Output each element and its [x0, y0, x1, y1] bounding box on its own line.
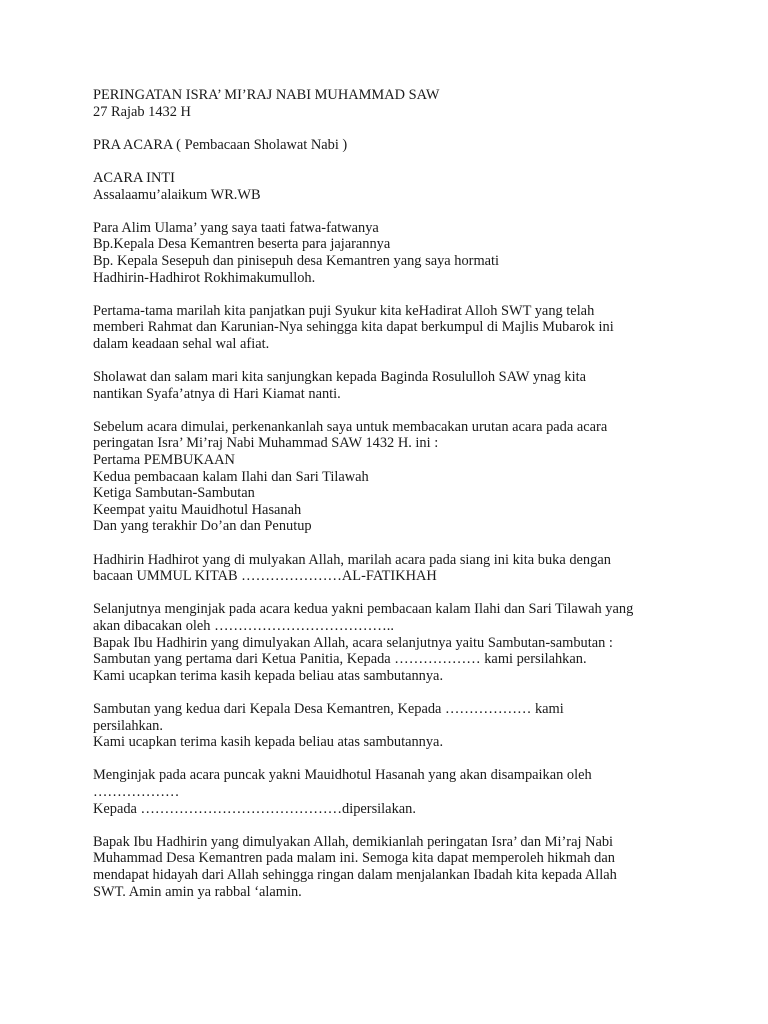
text-line: Bapak Ibu Hadhirin yang dimulyakan Allah, demikianlah peringatan Isra’ dan Mi’raj Nabi	[93, 833, 614, 850]
text-line: Bp. Kepala Sesepuh dan pinisepuh desa Kemantren yang saya hormati	[93, 252, 500, 269]
text-line: PRA ACARA ( Pembacaan Sholawat Nabi )	[93, 136, 348, 153]
paragraph-tilawah	[93, 601, 723, 684]
text-line: akan dibacakan oleh ………………………………..	[93, 618, 394, 634]
paragraph-mauidhoh	[93, 767, 723, 817]
paragraph-ummul-kitab	[93, 552, 723, 585]
text-line: Para Alim Ulama’ yang saya taati fatwa-fatwanya	[93, 219, 379, 236]
text-line: Muhammad Desa Kemantren pada malam ini. Semoga kita dapat memperoleh hikmah dan	[93, 850, 615, 867]
text-line: Bapak Ibu Hadhirin yang dimulyakan Allah, acara selanjutnya yaitu Sambutan-sambutan :	[93, 634, 613, 651]
text-line: Selanjutnya menginjak pada acara kedua yakni pembacaan kalam Ilahi dan Sari Tilawah yang	[93, 601, 634, 618]
text-line: Kepada ……………………………………dipersilakan.	[93, 800, 416, 817]
text-line: Hadhirin Hadhirot yang di mulyakan Allah, marilah acara pada siang ini kita buka dengan	[93, 551, 611, 568]
paragraph-acara-inti	[93, 170, 723, 203]
text-line: 27 Rajab 1432 H	[93, 103, 191, 120]
text-line: memberi Rahmat dan Karunian-Nya sehingga kita dapat berkumpul di Majlis Mubarok ini	[93, 319, 614, 336]
text-line: Pertama PEMBUKAAN	[93, 452, 235, 469]
text-line: Dan yang terakhir Do’an dan Penutup	[93, 518, 312, 535]
text-line: Pertama-tama marilah kita panjatkan puji Syukur kita keHadirat Alloh SWT yang telah	[93, 302, 595, 319]
paragraph-greetings	[93, 220, 723, 286]
text-line: peringatan Isra’ Mi’raj Nabi Muhammad SAW 1432 H. ini :	[93, 435, 439, 452]
text-line: Sebelum acara dimulai, perkenankanlah saya untuk membacakan urutan acara pada acara	[93, 418, 608, 435]
text-line: Kedua pembacaan kalam Ilahi dan Sari Tilawah	[93, 468, 369, 485]
text-line: ………………	[93, 783, 180, 800]
text-line: Sambutan yang pertama dari Ketua Panitia, Kepada ……………… kami persilahkan.	[93, 651, 587, 668]
text-line: Kami ucapkan terima kasih kepada beliau atas sambutannya.	[93, 734, 444, 751]
text-line: PERINGATAN ISRA’ MI’RAJ NABI MUHAMMAD SAW	[93, 87, 440, 103]
text-line: Hadhirin-Hadhirot Rokhimakumulloh.	[93, 269, 316, 286]
text-line: Sambutan yang kedua dari Kepala Desa Kemantren, Kepada ……………… kami	[93, 700, 564, 717]
paragraph-sholawat	[93, 369, 723, 402]
text-line: SWT. Amin amin ya rabbal ‘alamin.	[93, 883, 302, 900]
text-line: Kami ucapkan terima kasih kepada beliau atas sambutannya.	[93, 667, 444, 684]
text-line: Ketiga Sambutan-Sambutan	[93, 485, 255, 502]
paragraph-opening-praise	[93, 303, 723, 353]
text-line: Bp.Kepala Desa Kemantren beserta para jajarannya	[93, 236, 391, 253]
text-line: Assalaamu’alaikum WR.WB	[93, 186, 261, 203]
text-line: nantikan Syafa’atnya di Hari Kiamat nanti.	[93, 385, 341, 402]
text-line: dalam keadaan sehal wal afiat.	[93, 335, 270, 352]
text-line: Menginjak pada acara puncak yakni Mauidhotul Hasanah yang akan disampaikan oleh	[93, 767, 592, 784]
text-line: ACARA INTI	[93, 169, 175, 186]
text-line: persilahkan.	[93, 717, 163, 734]
document-page	[93, 87, 723, 917]
paragraph-title	[93, 87, 723, 120]
paragraph-sambutan-kedua	[93, 701, 723, 751]
text-line: mendapat hidayah dari Allah sehingga ringan dalam menjalankan Ibadah kita kepada Allah	[93, 866, 617, 883]
text-line: Sholawat dan salam mari kita sanjungkan kepada Baginda Rosululloh SAW ynag kita	[93, 369, 586, 386]
paragraph-agenda	[93, 419, 723, 535]
text-line: Keempat yaitu Mauidhotul Hasanah	[93, 501, 302, 518]
paragraph-closing	[93, 834, 723, 900]
text-line: bacaan UMMUL KITAB …………………AL-FATIKHAH	[93, 568, 437, 585]
paragraph-pra-acara	[93, 137, 723, 154]
